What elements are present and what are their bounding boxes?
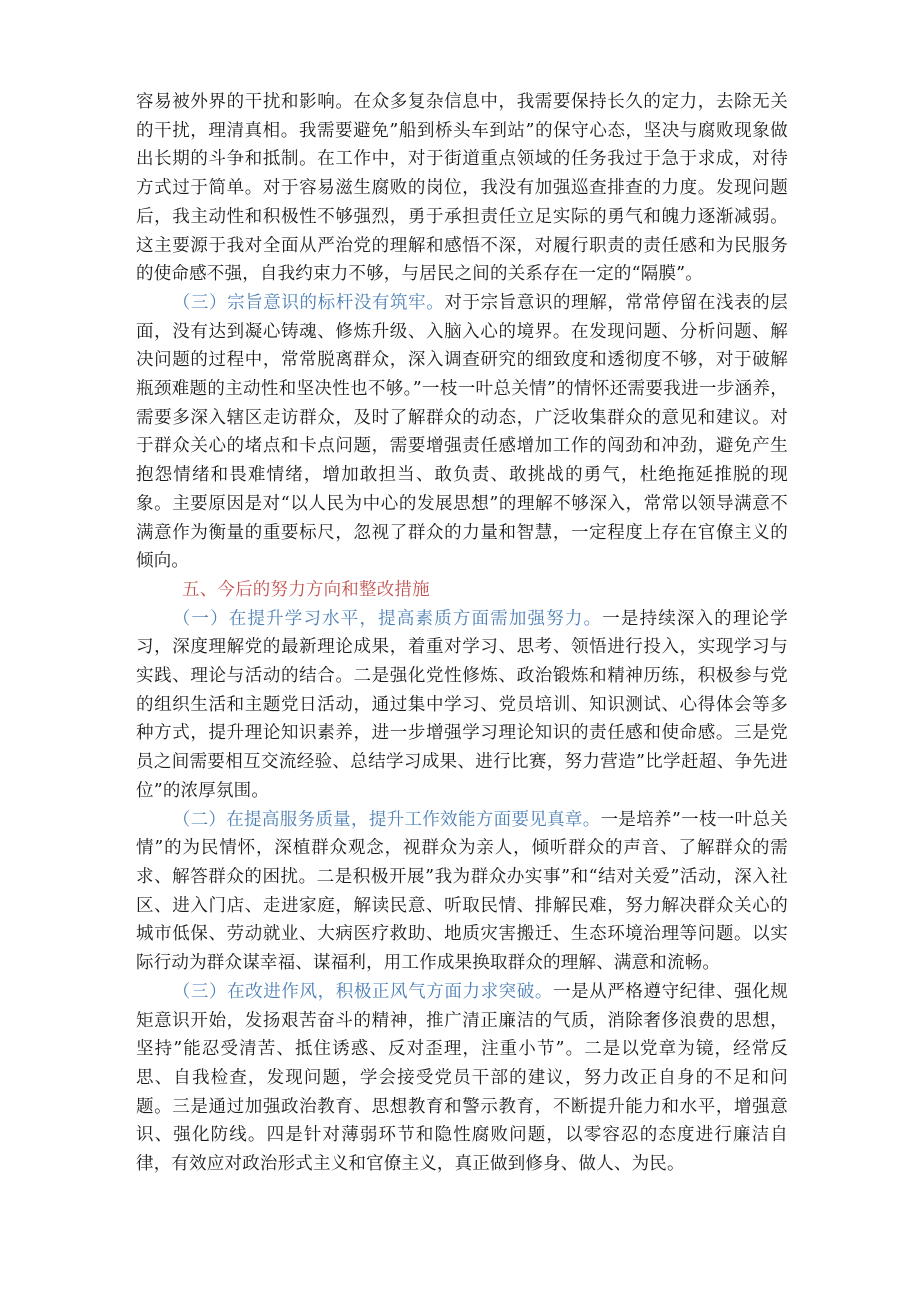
- subsection-heading: （二）在提高服务质量，提升工作效能方面要见真章。: [172, 809, 601, 830]
- paragraph-continuation: [136, 88, 788, 289]
- paragraph-purpose-awareness: [136, 289, 788, 576]
- subsection-heading: （一）在提升学习水平，提高素质方面需加强努力。: [172, 608, 603, 629]
- paragraph-text: 一是培养”一枝一叶总关情”的为民情怀，深植群众观念，视群众为亲人，倾听群众的声音、了解群众的需求、解答群众的困扰。二是积极开展”我为群众办实事”和“结对关爱”活动，深入社区、进入门店、走进家庭，解读民意、听取民情、排解民难，努力解决群众关心的城市低保、劳动就业、大病医疗救助、地质灾害搬迁、生态环境治理等问题。以实际行动为群众谋幸福、谋福利，用工作成果换取群众的理解、满意和流畅。: [136, 809, 788, 974]
- paragraph-text: 一是从严格遵守纪律、强化规矩意识开始，发扬艰苦奋斗的精神，推广清正廉洁的气质，消除奢侈浪费的思想，坚持”能忍受清苦、抵住诱惑、反对歪理，注重小节”。二是以党章为镜，经常反思、自我检查，发现问题，学会接受党员干部的建议，努力改正自身的不足和问题。三是通过加强政治教育、思想教育和警示教育，不断提升能力和水平，增强意识、强化防线。四是针对薄弱环节和隐性腐败问题，以零容忍的态度进行廉洁自律，有效应对政治形式主义和官僚主义，真正做到修身、做人、为民。: [136, 981, 788, 1175]
- subsection-heading: （三）在改进作风，积极正风气方面力求突破。: [172, 981, 553, 1002]
- paragraph-text: 对于宗旨意识的理解，常常停留在浅表的层面，没有达到凝心铸魂、修炼升级、入脑入心的境界。在发现问题、分析问题、解决问题的过程中，常常脱离群众，深入调查研究的细致度和透彻度不够，对于破解瓶颈难题的主动性和坚决性也不够。”一枝一叶总关情”的情怀还需要我进一步涵养，需要多深入辖区走访群众，及时了解群众的动态，广泛收集群众的意见和建议。对于群众关心的堵点和卡点问题，需要增强责任感增加工作的闯劲和冲劲，避免产生抱怨情绪和畏难情绪，增加敢担当、敢负责、敢挑战的勇气，杜绝拖延推脱的现象。主要原因是对“以人民为中心的发展思想”的理解不够深入，常常以领导满意不满意作为衡量的重要标尺，忽视了群众的力量和智慧，一定程度上存在官僚主义的倾向。: [136, 292, 788, 572]
- paragraph-measure-1: [136, 605, 788, 806]
- document-page: [136, 88, 788, 1179]
- paragraph-text: 一是持续深入的理论学习，深度理解党的最新理论成果，着重对学习、思考、领悟进行投入，实现学习与实践、理论与活动的结合。二是强化党性修炼、政治锻炼和精神历练，积极参与党的组织生活和主题党日活动，通过集中学习、党员培训、知识测试、心得体会等多种方式，提升理论知识素养，进一步增强学习理论知识的责任感和使命感。三是党员之间需要相互交流经验、总结学习成果、进行比赛，努力营造”比学赶超、争先进位”的浓厚氛围。: [136, 608, 788, 801]
- section-heading: 五、今后的努力方向和整改措施: [182, 579, 430, 600]
- paragraph-text: 容易被外界的干扰和影响。在众多复杂信息中，我需要保持长久的定力，去除无关的干扰，理清真相。我需要避免”船到桥头车到站”的保守心态，坚决与腐败现象做出长期的斗争和抵制。在工作中，对于街道重点领域的任务我过于急于求成，对待方式过于简单。对于容易滋生腐败的岗位，我没有加强巡查排查的力度。发现问题后，我主动性和积极性不够强烈，勇于承担责任立足实际的勇气和魄力逐渐减弱。这主要源于我对全面从严治党的理解和感悟不深，对履行职责的责任感和为民服务的使命感不强，自我约束力不够，与居民之间的关系存在一定的“隔膜”。: [136, 92, 788, 285]
- paragraph-measure-2: [136, 806, 788, 978]
- paragraph-measure-3: [136, 978, 788, 1179]
- subsection-heading: （三）宗旨意识的标杆没有筑牢。: [172, 292, 445, 313]
